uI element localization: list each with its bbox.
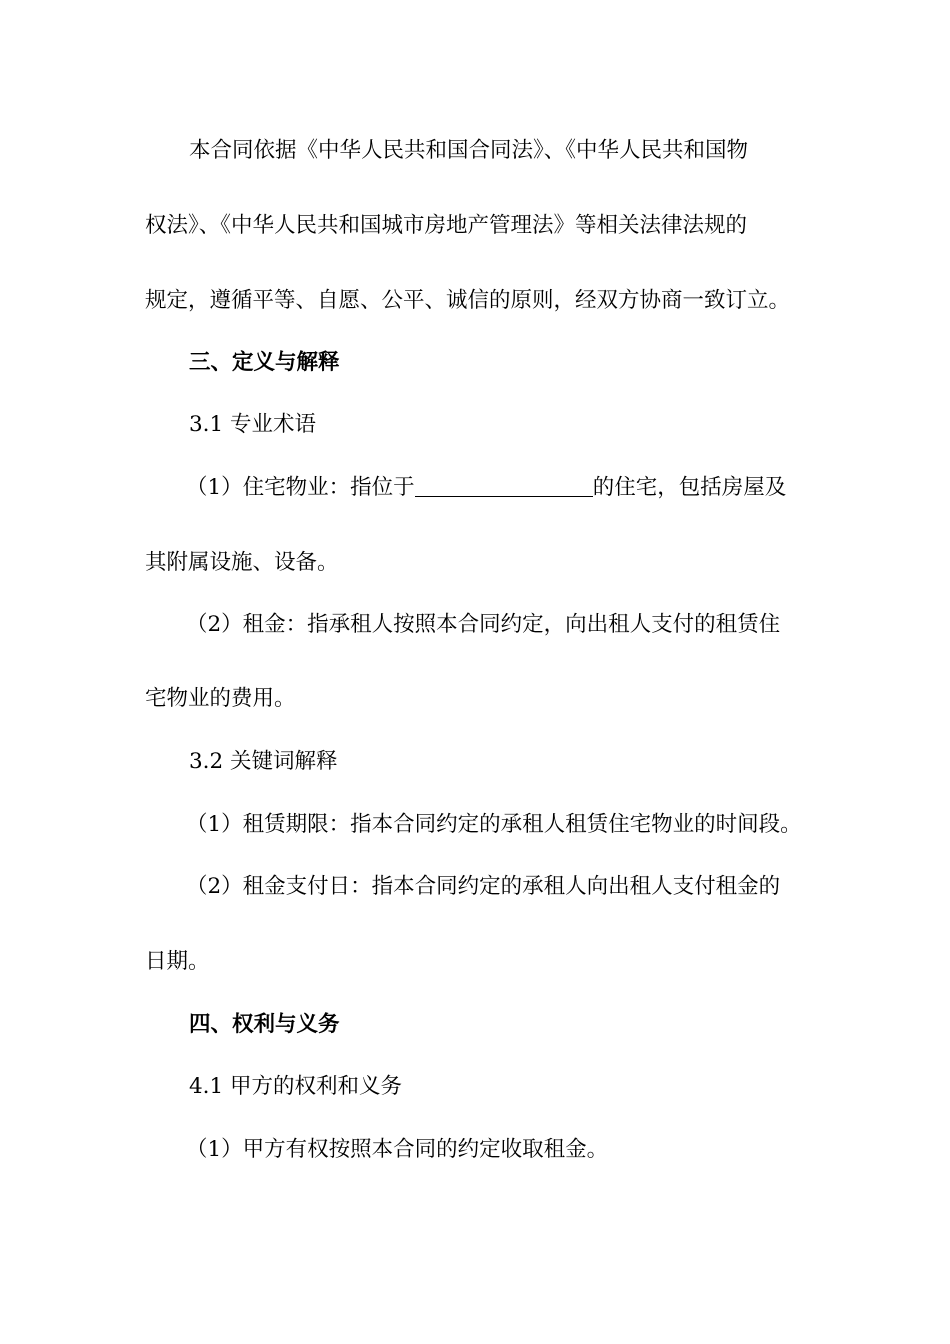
basis-paragraph-line-2: 权法》、《中华人民共和国城市房地产管理法》等相关法律法规的 xyxy=(145,213,748,238)
basis-paragraph-line-1: 本合同依据《中华人民共和国合同法》、《中华人民共和国物 xyxy=(189,138,749,163)
clause-3-1-item-1-line-2: 其附属设施、设备。 xyxy=(145,550,339,575)
clause-3-1-title: 3.1 专业术语 xyxy=(189,412,317,437)
clause-3-2-title: 3.2 关键词解释 xyxy=(189,749,338,774)
location-blank-line xyxy=(415,474,593,497)
clause-3-1-item-2-line-2: 宅物业的费用。 xyxy=(145,686,296,711)
section-3-heading: 三、定义与解释 xyxy=(189,350,340,375)
basis-paragraph-line-3: 规定，遵循平等、自愿、公平、诚信的原则，经双方协商一致订立。 xyxy=(145,288,791,313)
clause-3-1-item-1-suffix: 的住宅，包括房屋及 xyxy=(592,475,787,500)
clause-3-2-item-1: （1）租赁期限：指本合同约定的承租人租赁住宅物业的时间段。 xyxy=(186,812,802,837)
clause-3-1-item-1-line-1 xyxy=(186,473,856,503)
clause-3-2-item-2-line-2: 日期。 xyxy=(145,949,210,974)
clause-3-1-item-2-line-1: （2）租金：指承租人按照本合同约定，向出租人支付的租赁住 xyxy=(186,612,781,637)
clause-3-2-item-2-line-1: （2）租金支付日：指本合同约定的承租人向出租人支付租金的 xyxy=(186,874,781,899)
section-4-heading: 四、权利与义务 xyxy=(189,1012,340,1037)
clause-4-1-title: 4.1 甲方的权利和义务 xyxy=(189,1074,403,1099)
clause-4-1-item-1: （1）甲方有权按照本合同的约定收取租金。 xyxy=(186,1137,609,1162)
clause-3-1-item-1-prefix: （1）住宅物业：指位于 xyxy=(186,475,415,500)
